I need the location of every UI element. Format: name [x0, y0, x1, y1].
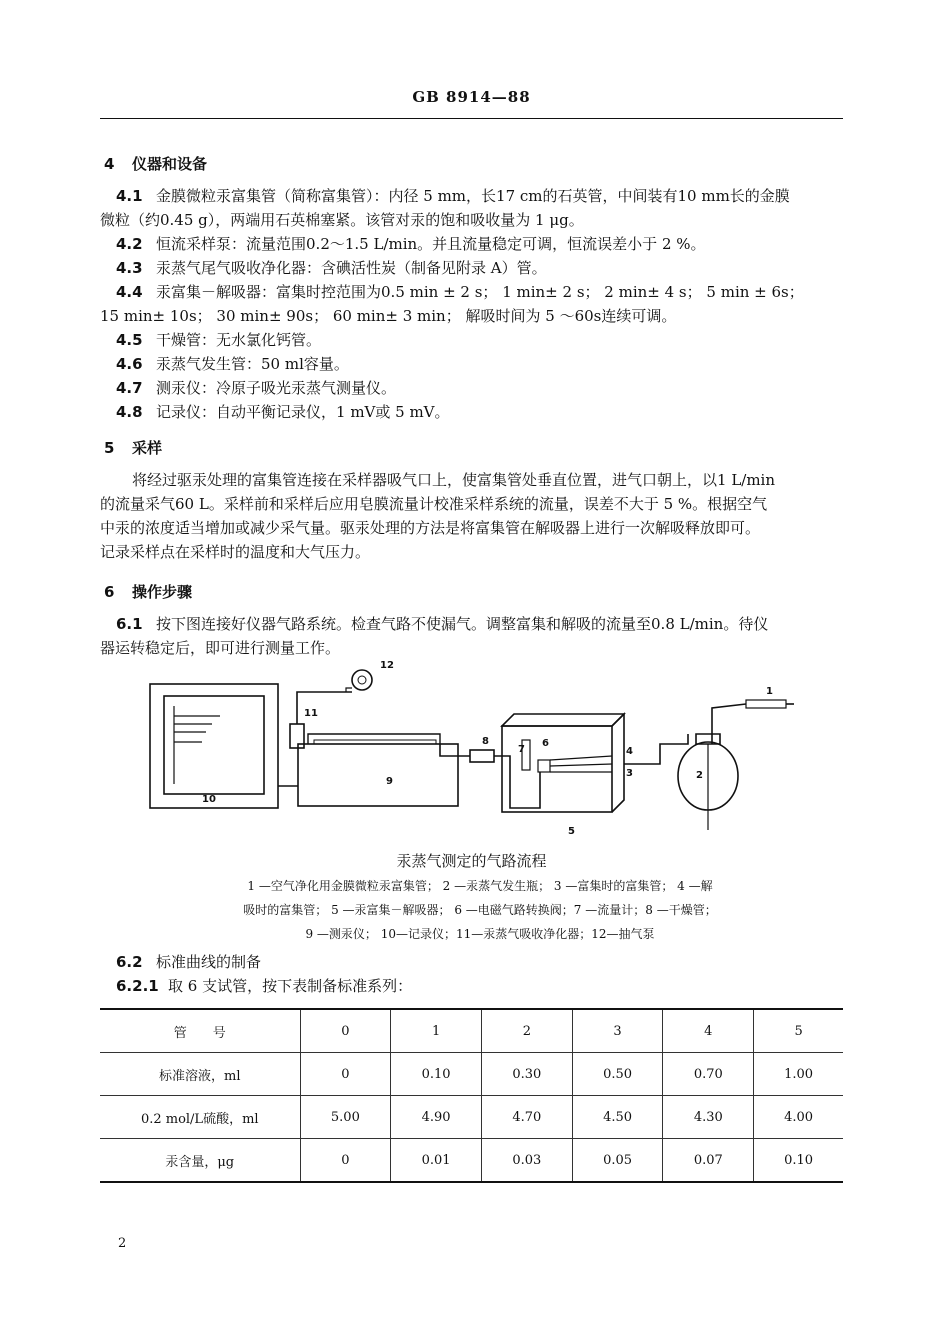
table-cell: 0: [300, 1139, 391, 1183]
generator-inlet-line: [712, 704, 746, 744]
header-divider: [100, 118, 843, 119]
label-12: 12: [380, 660, 394, 671]
label-1: 1: [766, 686, 773, 697]
analyzer-outlet-line: [440, 744, 470, 756]
item-6-2: 6.2 标准曲线的制备: [116, 953, 262, 971]
table-cell: 4.70: [481, 1096, 572, 1139]
table-cell: 4.00: [784, 1109, 814, 1125]
figure-legend-line-2: 吸时的富集管； 5 —汞富集－解吸器； 6 —电磁气路转换阀；7 —流量计；8 —干燥管；: [243, 903, 717, 917]
figure-caption: 汞蒸气测定的气路流程: [396, 852, 547, 870]
table-cell: 0.30: [481, 1053, 572, 1096]
standard-series-table: [100, 1008, 843, 1183]
mercury-analyzer-box: [298, 744, 458, 806]
item-4-4: 4.4 汞富集－解吸器：富集时控范围为0.5 min ± 2 s； 1 min± 2 s； 2 min± 4 s； 5 min ± 6s；: [116, 283, 804, 301]
sampling-paragraph-line-2: 的流量采气60 L。采样前和采样后应用皂膜流量计校准采样系统的流量，误差不大于 5 %。根据空气: [100, 495, 768, 513]
label-5: 5: [568, 826, 575, 837]
table-header-cell: 管 号: [100, 1009, 300, 1053]
desorber-box-front: [502, 726, 612, 812]
enrichment-tubes: [550, 756, 612, 772]
item-4-4-continued: 15 min± 10s； 30 min± 90s； 60 min± 3 min； 解吸时间为 5 ～60s连续可调。: [100, 307, 677, 325]
label-6: 6: [542, 738, 549, 749]
item-4-2: 4.2 恒流采样泵：流量范围0.2～1.5 L/min。并且流量稳定可调，恒流误差小于 2 %。: [116, 235, 706, 253]
desorber-box-side: [612, 714, 624, 812]
table-cell: 4.50: [572, 1096, 663, 1139]
table-cell: 汞含量，μg: [100, 1139, 300, 1183]
table-cell: 0.50: [572, 1053, 663, 1096]
label-8: 8: [482, 736, 489, 747]
sampling-paragraph-line-3: 中汞的浓度适当增加或减少采气量。驱汞处理的方法是将富集管在解吸器上进行一次解吸释放即可。: [100, 519, 761, 537]
table-header-cell: 2: [481, 1009, 572, 1053]
table-header-cell: 0: [300, 1009, 391, 1053]
recorder-trace-lines: [174, 706, 220, 784]
table-header-cell: 1: [391, 1009, 482, 1053]
table-cell: 5.00: [300, 1096, 391, 1139]
item-6-2-1: 6.2.1 取 6 支试管，按下表制备标准系列：: [116, 977, 413, 995]
item-4-6: 4.6 汞蒸气发生管：50 ml容量。: [116, 355, 349, 373]
air-pump: [352, 670, 372, 690]
label-4: 4: [626, 746, 633, 757]
pump-rotor: [358, 676, 366, 684]
item-6-1-continued: 器运转稳定后，即可进行测量工作。: [100, 639, 341, 657]
table-cell: 0.10: [784, 1152, 814, 1168]
table-cell: 0: [300, 1053, 391, 1096]
analyzer-cell-tube: [308, 734, 440, 744]
table-row: [100, 1096, 843, 1139]
table-cell: 4.30: [663, 1096, 754, 1139]
table-row: [100, 1139, 843, 1183]
sampling-paragraph-line-4: 记录采样点在采样时的温度和大气压力。: [100, 543, 371, 561]
item-4-7: 4.7 测汞仪：冷原子吸光汞蒸气测量仪。: [116, 379, 397, 397]
table-header-row: [100, 1009, 843, 1053]
section-4-heading: 4 仪器和设备: [104, 155, 208, 173]
table-header-cell: 5: [794, 1023, 803, 1039]
purification-tube: [746, 700, 786, 708]
item-4-3: 4.3 汞蒸气尾气吸收净化器：含碘活性炭（制备见附录 A）管。: [116, 259, 547, 277]
drying-tube: [470, 750, 494, 762]
section-6-heading: 6 操作步骤: [104, 583, 193, 601]
document-code: GB 8914—88: [412, 88, 531, 106]
label-9: 9: [386, 776, 393, 787]
label-10: 10: [202, 794, 216, 805]
table-cell: 标准溶液，ml: [100, 1053, 300, 1096]
recorder-box: [150, 684, 278, 808]
figure-legend-line-1: 1 —空气净化用金膜微粒汞富集管； 2 —汞蒸气发生瓶； 3 —富集时的富集管； 4 —解: [247, 879, 713, 893]
item-6-1: 6.1 按下图连接好仪器气路系统。检查气路不使漏气。调整富集和解吸的流量至0.8 L/min。待仪: [116, 615, 769, 633]
table-cell: 0.07: [663, 1139, 754, 1183]
table-cell: 0.10: [391, 1053, 482, 1096]
sampling-paragraph-line-1: 将经过驱汞处理的富集管连接在采样器吸气口上，使富集管处垂直位置，进气口朝上，以1 L/min: [132, 471, 776, 489]
desorber-to-generator-line: [624, 734, 688, 764]
label-7: 7: [518, 744, 525, 755]
section-5-heading: 5 采样: [104, 439, 163, 457]
table-header-cell: 4: [663, 1009, 754, 1053]
figure-legend-line-3: 9 —测汞仪； 10—记录仪；11—汞蒸气吸收净化器；12—抽气泵: [305, 927, 655, 941]
table-row: [100, 1053, 843, 1096]
item-4-8: 4.8 记录仪：自动平衡记录仪，1 mV或 5 mV。: [116, 403, 450, 421]
table-cell: 1.00: [784, 1066, 814, 1082]
item-4-5: 4.5 干燥管：无水氯化钙管。: [116, 331, 322, 349]
table-cell: 0.01: [391, 1139, 482, 1183]
gas-flow-diagram: [140, 660, 800, 840]
recorder-screen: [164, 696, 264, 794]
desorber-box-top: [502, 714, 624, 726]
table-cell: 0.70: [663, 1053, 754, 1096]
label-2: 2: [696, 770, 703, 781]
item-4-1: 4.1 金膜微粒汞富集管（简称富集管）：内径 5 mm，长17 cm的石英管，中间装有10 mm长的金膜: [116, 187, 790, 205]
label-3: 3: [626, 768, 633, 779]
solenoid-valve: [538, 760, 550, 772]
table-cell: 0.03: [481, 1139, 572, 1183]
dryer-to-valve-line: [494, 756, 540, 808]
label-11: 11: [304, 708, 318, 719]
table-cell: 0.05: [572, 1139, 663, 1183]
table-cell: 0.2 mol/L硫酸，ml: [100, 1096, 300, 1139]
page-number: 2: [118, 1236, 127, 1251]
table-cell: 4.90: [391, 1096, 482, 1139]
item-4-1-continued: 微粒（约0.45 g），两端用石英棉塞紧。该管对汞的饱和吸收量为 1 μg。: [100, 211, 584, 229]
table-header-cell: 3: [572, 1009, 663, 1053]
